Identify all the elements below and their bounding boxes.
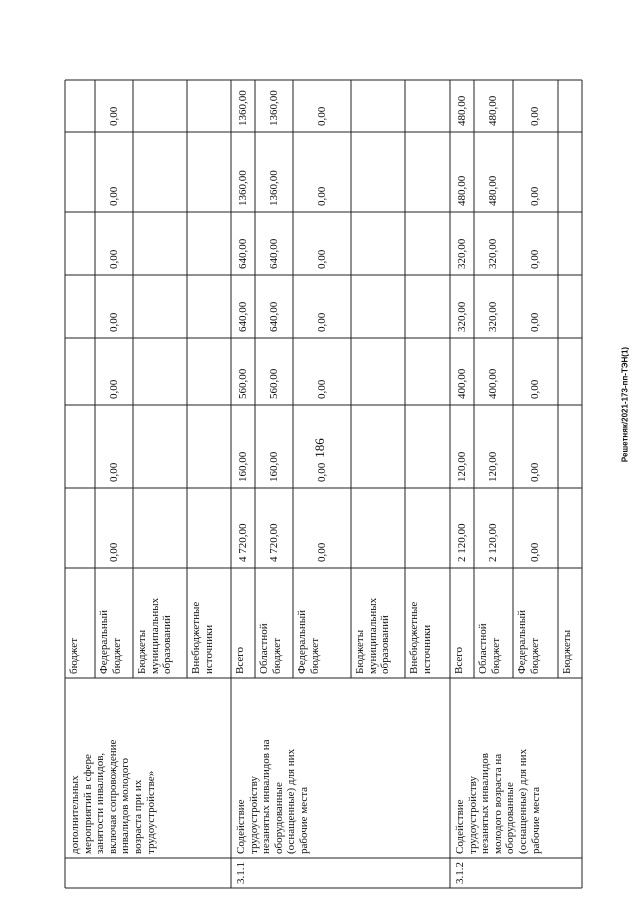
activity-name-line: незанятых инвалидов [479,753,492,854]
source-label [190,602,215,674]
source-label [477,623,502,674]
value-cell: 0,00 [529,379,541,399]
value-cell: 120,00 [487,451,499,482]
activity-name-line: трудоустройстве» [144,770,157,854]
activity-name-line: оборудованные [504,782,517,854]
source-label-line: Федеральный [296,609,308,674]
value-cell: 0,00 [529,312,541,332]
source-label [453,647,466,674]
value-cell: 640,00 [267,301,280,332]
page-number: 186 [312,438,327,458]
value-cell: 640,00 [267,238,280,269]
source-label-line: муниципальных [148,597,161,674]
activity-name-line: возраста при их [131,779,144,854]
source-label-line: бюджет [68,638,80,674]
value-cell: 0,00 [529,106,541,126]
source-label-line: муниципальных [366,597,379,674]
source-label [561,630,574,674]
value-cell: 1360,00 [267,170,280,206]
value-cell: 0,00 [315,106,328,126]
source-label [258,623,283,674]
value-cell: 0,00 [315,312,328,332]
source-label-line: образований [161,615,174,674]
activity-name-line: мероприятий в сфере [81,754,94,854]
value-cell: 320,00 [487,238,499,269]
value-cell: 2 120,00 [455,523,468,562]
source-label [516,610,541,674]
activity-name-line: трудоустройству [247,776,260,854]
value-cell: 0,00 [107,462,120,482]
source-label-line: Федеральный [98,609,110,674]
value-cell: 640,00 [236,301,249,332]
value-cell: 4 720,00 [267,523,280,562]
source-label [408,602,433,674]
value-cell: 0,00 [315,249,328,269]
activity-name-line: занятости инвалидов, [94,752,107,854]
value-cell: 0,00 [529,462,541,482]
value-cell: 160,00 [236,451,249,482]
value-cell: 320,00 [455,301,468,332]
value-cell: 1360,00 [267,90,280,126]
value-cell: 0,00 [315,379,328,399]
activity-name-line: Содействие [235,799,247,854]
source-label-line: Федеральный [516,609,528,674]
activity-name [454,749,542,854]
value-cell: 0,00 [529,249,541,269]
activity-name-line: молодого возраста на [491,753,504,854]
source-label [98,610,123,674]
source-label [354,598,392,674]
value-cell: 640,00 [236,238,249,269]
value-cell: 0,00 [107,249,120,269]
value-cell: 0,00 [107,106,120,126]
activity-name-line: рабочие места [297,786,310,854]
source-label-line: бюджет [489,638,502,674]
value-cell: 560,00 [267,368,280,399]
value-cell: 1360,00 [236,90,249,126]
source-label-line: Областной [258,623,270,674]
source-label-line: образований [379,615,392,674]
value-cell: 0,00 [529,542,541,562]
row-id: 3.1.1 [235,862,247,884]
source-label-line: Внебюджетные [190,601,202,674]
value-cell: 0,00 [107,186,120,206]
source-label-line: бюджет [528,638,541,674]
value-cell: 560,00 [236,368,249,399]
row-id: 3.1.2 [454,862,466,884]
value-cell: 480,00 [487,175,499,206]
value-cell: 0,00 [315,462,328,482]
source-label-line: Всего [234,647,246,674]
value-cell: 160,00 [267,451,280,482]
activity-name-line: дополнительных [69,775,81,854]
value-cell: 4 720,00 [236,523,249,562]
activity-name [69,740,157,854]
value-cell: 0,00 [315,542,328,562]
source-label-line: источники [420,624,433,674]
source-label-line: Бюджеты [136,629,148,674]
value-cell: 0,00 [107,542,120,562]
value-cell: 0,00 [315,186,328,206]
activity-name-line: включая сопровождение [106,739,119,854]
value-cell: 400,00 [455,368,468,399]
source-label-line: Областной [477,623,489,674]
source-label-line: бюджет [308,638,321,674]
activity-name-line: Содействие [454,799,466,854]
source-label [296,610,321,674]
source-label-line: источники [202,624,215,674]
value-cell: 480,00 [487,95,499,126]
source-label [68,638,81,674]
source-label [234,647,247,674]
value-cell: 320,00 [455,238,468,269]
activity-name-line: оборудованные [272,782,285,854]
activity-name-line: инвалидов молодого [119,757,132,854]
source-label [136,598,174,674]
activity-name-line: трудоустройству [466,776,479,854]
document-stamp: Решетняк/2021-173-пп-ТЭН(1) [620,346,630,463]
source-label-line: бюджет [110,638,123,674]
source-label-line: Бюджеты [561,629,573,674]
value-cell: 0,00 [107,312,120,332]
value-cell: 320,00 [487,301,499,332]
value-cell: 0,00 [107,379,120,399]
activity-name-line: (оснащенные) для них [285,748,298,854]
value-cell: 480,00 [455,175,468,206]
value-cell: 400,00 [487,368,499,399]
source-label-line: Бюджеты [354,629,366,674]
value-cell: 2 120,00 [487,523,499,562]
activity-name-line: (оснащенные) для них [516,748,529,854]
activity-name-line: незанятых инвалидов на [260,739,273,854]
source-label-line: Всего [453,647,465,674]
value-cell: 1360,00 [236,170,249,206]
activity-name [235,739,311,854]
source-label-line: Внебюджетные [408,601,420,674]
value-cell: 480,00 [455,95,468,126]
value-cell: 120,00 [455,451,468,482]
activity-name-line: рабочие места [529,786,542,854]
value-cell: 0,00 [529,186,541,206]
source-label-line: бюджет [270,638,283,674]
